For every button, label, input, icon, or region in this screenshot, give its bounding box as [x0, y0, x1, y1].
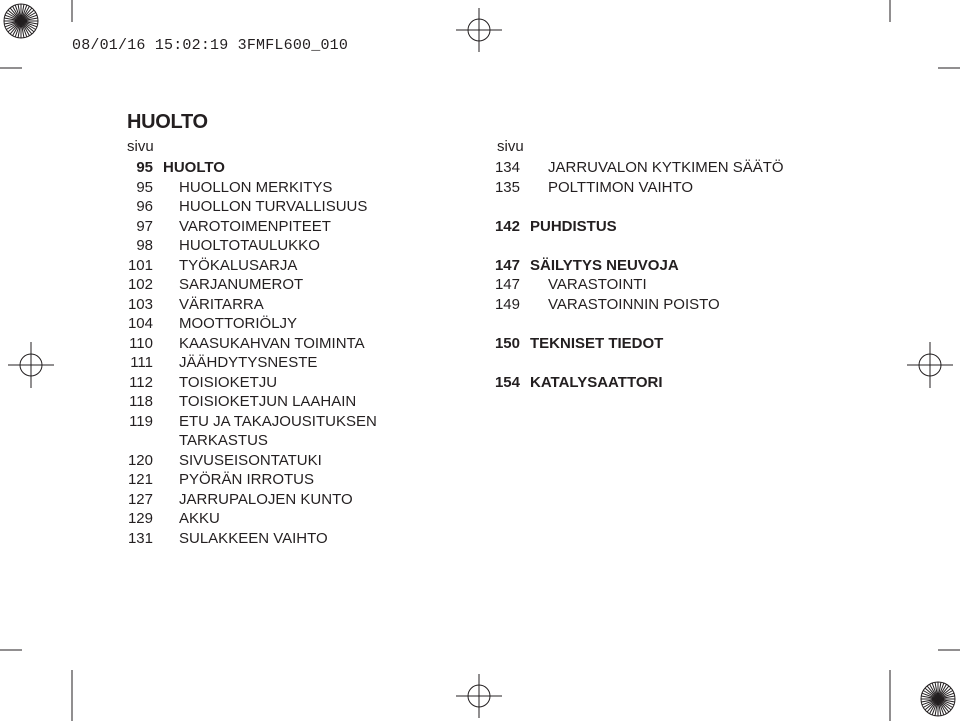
toc-page-number: 103	[127, 295, 153, 313]
toc-page-number: 110	[129, 334, 153, 352]
toc-entry	[110, 470, 430, 490]
toc-entry-label: JARRUVALON KYTKIMEN SÄÄTÖ	[548, 159, 784, 176]
toc-entry	[110, 412, 430, 432]
toc-right-column	[480, 158, 840, 392]
toc-entry-label: ETU JA TAKAJOUSITUKSEN	[179, 412, 377, 430]
toc-entry	[480, 256, 840, 276]
toc-entry-label: TOISIOKETJU	[179, 373, 278, 391]
registration-starburst-top-left	[4, 4, 38, 38]
toc-page-number: 134	[494, 159, 520, 176]
toc-entry	[110, 197, 430, 217]
toc-page-number: 142	[494, 217, 520, 235]
toc-entry-label: HUOLTOTAULUKKO	[179, 237, 320, 254]
toc-spacer	[480, 314, 840, 334]
toc-left-column	[110, 158, 430, 548]
toc-entry-label: SÄILYTYS NEUVOJA	[530, 256, 679, 274]
toc-spacer	[480, 353, 840, 373]
toc-entry-label: POLTTIMON VAIHTO	[548, 178, 694, 196]
toc-entry	[110, 256, 430, 276]
toc-page-number: 112	[129, 373, 153, 391]
registration-starburst-bottom-right	[921, 682, 955, 716]
toc-spacer	[480, 197, 840, 217]
section-title: HUOLTO	[127, 111, 208, 133]
toc-page-number: 119	[129, 412, 153, 430]
toc-page-number: 154	[494, 373, 520, 391]
toc-page-number: 101	[127, 256, 153, 274]
toc-entry	[480, 178, 840, 198]
toc-entry	[110, 451, 430, 471]
toc-entry-label: JÄÄHDYTYSNESTE	[179, 354, 318, 371]
toc-page-number: 127	[127, 490, 153, 508]
toc-entry-label: JARRUPALOJEN KUNTO	[179, 490, 353, 508]
toc-entry-label: TEKNISET TIEDOT	[530, 334, 664, 352]
toc-entry-label: HUOLTO	[163, 159, 225, 176]
toc-entry	[110, 236, 430, 256]
toc-page-number: 95	[136, 178, 153, 196]
toc-entry-label: SULAKKEEN VAIHTO	[179, 529, 328, 547]
toc-page-number: 135	[494, 178, 520, 196]
toc-entry	[110, 509, 430, 529]
toc-page-number: 129	[127, 510, 153, 527]
toc-entry-label: SARJANUMEROT	[179, 276, 304, 293]
toc-page-number: 147	[494, 256, 520, 274]
toc-entry-label: SIVUSEISONTATUKI	[179, 451, 322, 469]
toc-entry-label: KAASUKAHVAN TOIMINTA	[179, 334, 365, 352]
toc-entry	[480, 158, 840, 178]
toc-entry	[110, 529, 430, 549]
toc-entry-label: HUOLLON MERKITYS	[179, 178, 333, 196]
toc-entry	[110, 373, 430, 393]
toc-entry	[110, 490, 430, 510]
toc-entry-label: TARKASTUS	[179, 432, 268, 449]
toc-entry	[110, 431, 430, 451]
toc-page-number: 150	[494, 334, 520, 352]
toc-page-number: 98	[136, 237, 153, 254]
registration-target-bottom	[456, 674, 502, 718]
registration-target-right	[907, 342, 953, 388]
toc-page-number: 118	[129, 393, 153, 410]
toc-entry-label: TYÖKALUSARJA	[179, 256, 298, 274]
toc-entry-label: VARASTOINTI	[548, 276, 647, 293]
toc-entry	[110, 353, 430, 373]
right-page-label: sivu	[497, 138, 524, 155]
registration-target-left	[8, 342, 54, 388]
toc-entry-label: VARASTOINNIN POISTO	[548, 295, 720, 313]
registration-target-top	[456, 8, 502, 52]
toc-page-number: 96	[136, 198, 153, 215]
toc-entry	[110, 392, 430, 412]
toc-page-number: 149	[494, 295, 520, 313]
toc-entry-label: HUOLLON TURVALLISUUS	[179, 198, 368, 215]
toc-entry	[110, 295, 430, 315]
toc-entry-label: AKKU	[179, 510, 220, 527]
toc-page-number: 120	[127, 451, 153, 469]
toc-entry-label: KATALYSAATTORI	[530, 373, 663, 391]
toc-page-number: 102	[127, 276, 153, 293]
toc-entry	[480, 373, 840, 393]
toc-entry	[480, 295, 840, 315]
left-page-label: sivu	[127, 138, 154, 155]
toc-entry	[480, 334, 840, 354]
toc-entry-label: MOOTTORIÖLJY	[179, 315, 298, 332]
print-slug: 08/01/16 15:02:19 3FMFL600_010	[72, 37, 349, 54]
toc-entry	[110, 275, 430, 295]
toc-page-number: 104	[127, 315, 153, 332]
toc-spacer	[480, 236, 840, 256]
toc-page-number: 147	[494, 276, 520, 293]
toc-page-number: 121	[127, 471, 153, 488]
toc-entry-label: TOISIOKETJUN LAAHAIN	[179, 393, 357, 410]
toc-page-number: 131	[127, 529, 153, 547]
toc-entry	[110, 314, 430, 334]
toc-entry-label: PYÖRÄN IRROTUS	[179, 471, 315, 488]
toc-entry	[110, 334, 430, 354]
toc-page-number: 95	[136, 159, 153, 176]
toc-entry-label: VAROTOIMENPITEET	[179, 217, 331, 235]
toc-entry-label: VÄRITARRA	[179, 295, 264, 313]
toc-entry	[110, 217, 430, 237]
toc-page-number: 111	[130, 354, 153, 371]
toc-entry	[110, 158, 430, 178]
toc-page-number: 97	[136, 217, 153, 235]
toc-entry	[110, 178, 430, 198]
toc-entry	[480, 217, 840, 237]
toc-entry	[480, 275, 840, 295]
toc-entry-label: PUHDISTUS	[530, 217, 617, 235]
